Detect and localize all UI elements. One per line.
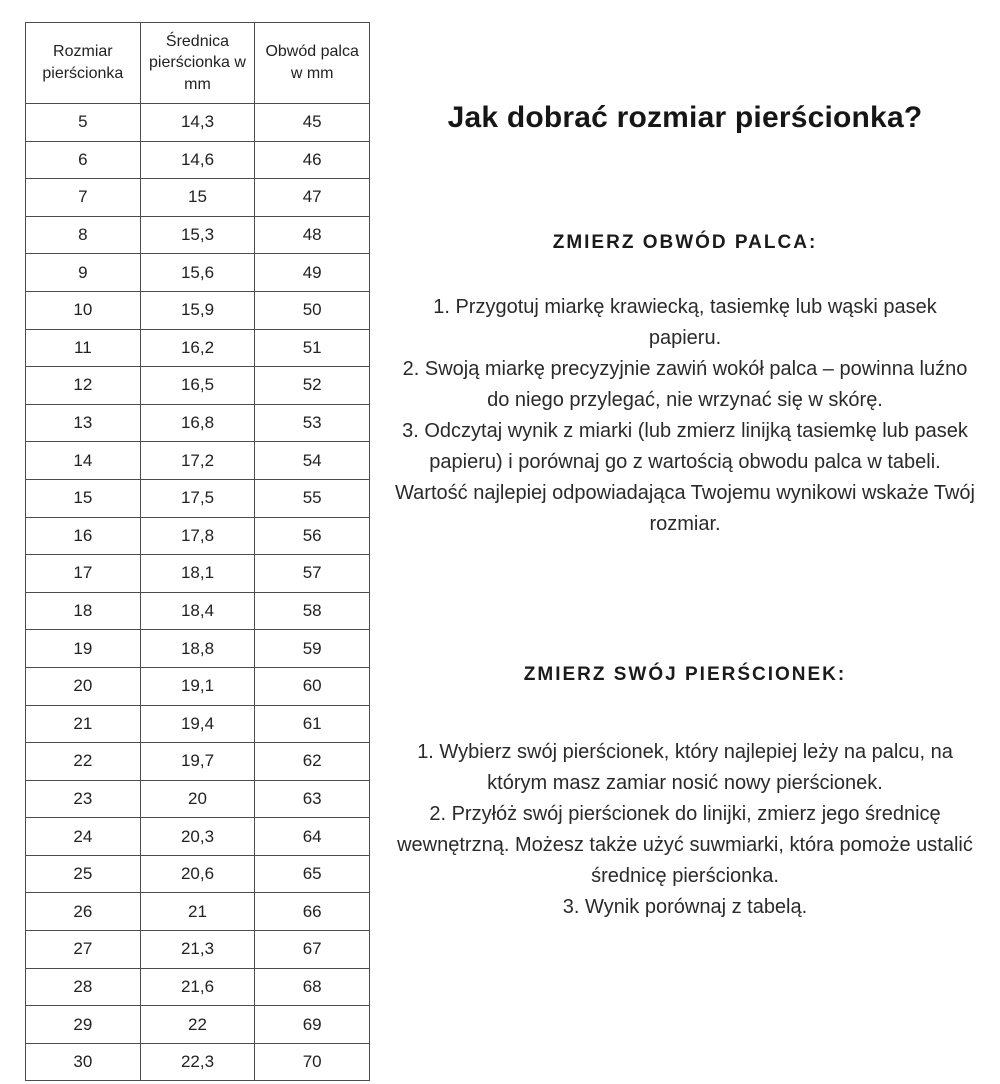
table-row — [26, 291, 370, 329]
table-cell: 64 — [255, 818, 370, 856]
instruction-item: 2. Przyłóż swój pierścionek do linijki, zmierz jego średnicę wewnętrzną. Możesz także użyć suwmiarki, która pomoże ustalić średnicę pierścionka. — [397, 803, 973, 887]
table-cell: 54 — [255, 442, 370, 480]
page-title: Jak dobrać rozmiar pierścionka? — [447, 101, 923, 134]
table-cell: 46 — [255, 141, 370, 179]
table-row — [26, 479, 370, 517]
table-cell: 69 — [255, 1006, 370, 1044]
instruction-item: 1. Wybierz swój pierścionek, który najlepiej leży na palcu, na którym masz zamiar nosić nowy pierścionek. — [417, 741, 953, 794]
table-cell: 19,1 — [140, 667, 255, 705]
table-cell: 20,6 — [140, 855, 255, 893]
table-cell: 28 — [26, 968, 141, 1006]
table-cell: 17,8 — [140, 517, 255, 555]
table-row — [26, 1043, 370, 1081]
table-row — [26, 329, 370, 367]
table-header-row — [26, 23, 370, 104]
table-cell: 20 — [140, 780, 255, 818]
table-cell: 22 — [26, 743, 141, 781]
ring-size-table — [25, 22, 370, 1081]
table-row — [26, 705, 370, 743]
guide-column — [395, 0, 975, 1084]
table-cell: 25 — [26, 855, 141, 893]
table-row — [26, 818, 370, 856]
table-cell: 7 — [26, 179, 141, 217]
table-row — [26, 743, 370, 781]
section-heading-measure-ring: ZMIERZ SWÓJ PIERŚCIONEK: — [523, 664, 847, 685]
table-cell: 48 — [255, 216, 370, 254]
table-cell: 14,3 — [140, 104, 255, 142]
table-cell: 21 — [140, 893, 255, 931]
table-cell: 17 — [26, 555, 141, 593]
table-cell: 26 — [26, 893, 141, 931]
instruction-item: 3. Odczytaj wynik z miarki (lub zmierz linijką tasiemkę lub pasek papieru) i porównaj go z wartością obwodu palca w tabeli. Wartość najlepiej odpowiadająca Twojemu wynikowi wskaże Twój rozmiar. — [395, 420, 975, 535]
table-cell: 18,8 — [140, 630, 255, 668]
table-row — [26, 404, 370, 442]
table-cell: 15,6 — [140, 254, 255, 292]
table-cell: 19 — [26, 630, 141, 668]
table-row — [26, 367, 370, 405]
table-row — [26, 855, 370, 893]
table-cell: 14 — [26, 442, 141, 480]
table-cell: 68 — [255, 968, 370, 1006]
table-cell: 29 — [26, 1006, 141, 1044]
table-row — [26, 893, 370, 931]
instruction-item: 3. Wynik porównaj z tabelą. — [562, 896, 808, 918]
table-cell: 14,6 — [140, 141, 255, 179]
table-cell: 61 — [255, 705, 370, 743]
table-cell: 30 — [26, 1043, 141, 1081]
table-row — [26, 667, 370, 705]
table-cell: 59 — [255, 630, 370, 668]
table-cell: 53 — [255, 404, 370, 442]
table-cell: 17,2 — [140, 442, 255, 480]
table-row — [26, 179, 370, 217]
table-cell: 65 — [255, 855, 370, 893]
table-cell: 66 — [255, 893, 370, 931]
table-row — [26, 216, 370, 254]
table-cell: 16,5 — [140, 367, 255, 405]
table-row — [26, 517, 370, 555]
table-row — [26, 931, 370, 969]
table-cell: 60 — [255, 667, 370, 705]
table-row — [26, 630, 370, 668]
table-cell: 15 — [26, 479, 141, 517]
table-cell: 15 — [140, 179, 255, 217]
table-cell: 45 — [255, 104, 370, 142]
table-cell: 23 — [26, 780, 141, 818]
table-cell: 56 — [255, 517, 370, 555]
table-cell: 15,9 — [140, 291, 255, 329]
table-row — [26, 555, 370, 593]
table-cell: 62 — [255, 743, 370, 781]
table-cell: 13 — [26, 404, 141, 442]
table-cell: 27 — [26, 931, 141, 969]
table-cell: 22,3 — [140, 1043, 255, 1081]
table-cell: 22 — [140, 1006, 255, 1044]
instruction-item: 1. Przygotuj miarkę krawiecką, tasiemkę lub wąski pasek papieru. — [433, 296, 937, 349]
table-row — [26, 1006, 370, 1044]
table-cell: 18,1 — [140, 555, 255, 593]
table-row — [26, 442, 370, 480]
table-cell: 19,4 — [140, 705, 255, 743]
table-cell: 5 — [26, 104, 141, 142]
table-cell: 24 — [26, 818, 141, 856]
table-row — [26, 592, 370, 630]
table-cell: 21,6 — [140, 968, 255, 1006]
column-header-ring-diameter: Średnica pierścionka w mm — [140, 23, 255, 104]
table-cell: 20,3 — [140, 818, 255, 856]
table-cell: 16 — [26, 517, 141, 555]
table-cell: 16,8 — [140, 404, 255, 442]
section-heading-measure-finger: ZMIERZ OBWÓD PALCA: — [552, 232, 818, 253]
table-row — [26, 254, 370, 292]
table-cell: 58 — [255, 592, 370, 630]
table-cell: 21 — [26, 705, 141, 743]
table-cell: 57 — [255, 555, 370, 593]
table-cell: 21,3 — [140, 931, 255, 969]
table-cell: 51 — [255, 329, 370, 367]
table-cell: 20 — [26, 667, 141, 705]
ring-size-table-header — [26, 23, 370, 104]
table-cell: 49 — [255, 254, 370, 292]
table-cell: 15,3 — [140, 216, 255, 254]
table-cell: 50 — [255, 291, 370, 329]
table-cell: 19,7 — [140, 743, 255, 781]
table-row — [26, 968, 370, 1006]
table-cell: 6 — [26, 141, 141, 179]
table-cell: 70 — [255, 1043, 370, 1081]
table-cell: 52 — [255, 367, 370, 405]
table-row — [26, 780, 370, 818]
table-cell: 18 — [26, 592, 141, 630]
table-cell: 8 — [26, 216, 141, 254]
table-cell: 47 — [255, 179, 370, 217]
table-row — [26, 104, 370, 142]
measure-ring-instructions — [395, 737, 975, 923]
column-header-finger-circumference: Obwód palca w mm — [255, 23, 370, 104]
table-cell: 9 — [26, 254, 141, 292]
table-cell: 55 — [255, 479, 370, 517]
table-cell: 12 — [26, 367, 141, 405]
table-row — [26, 141, 370, 179]
table-cell: 17,5 — [140, 479, 255, 517]
instruction-item: 2. Swoją miarkę precyzyjnie zawiń wokół palca – powinna luźno do niego przylegać, nie wrzynać się w skórę. — [402, 358, 968, 411]
table-cell: 10 — [26, 291, 141, 329]
table-cell: 16,2 — [140, 329, 255, 367]
table-cell: 11 — [26, 329, 141, 367]
table-cell: 18,4 — [140, 592, 255, 630]
table-cell: 63 — [255, 780, 370, 818]
measure-finger-instructions — [395, 292, 975, 540]
ring-size-table-body — [26, 104, 370, 1081]
column-header-ring-size: Rozmiar pierścionka — [26, 23, 141, 104]
table-cell: 67 — [255, 931, 370, 969]
